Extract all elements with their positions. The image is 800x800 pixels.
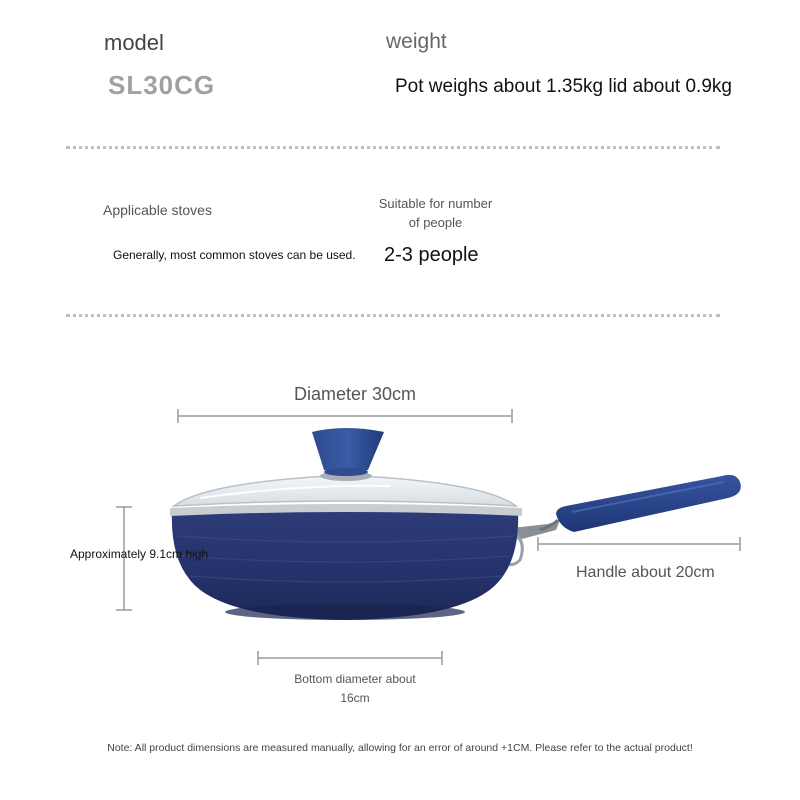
- pan-handle: [512, 475, 741, 540]
- pan-body: [172, 510, 518, 620]
- measurement-note: Note: All product dimensions are measured manually, allowing for an error of around +1CM. Please refer to the actual product!: [107, 742, 693, 754]
- model-value: SL30CG: [108, 70, 216, 100]
- weight-value: Pot weighs about 1.35kg lid about 0.9kg: [395, 76, 732, 97]
- people-value: 2-3 people: [384, 244, 479, 266]
- diameter-label: Diameter 30cm: [294, 384, 417, 404]
- lid-knob: [312, 428, 384, 481]
- height-label: Approximately 9.1cm high: [70, 547, 209, 561]
- weight-label: weight: [386, 30, 447, 53]
- handle-label: Handle about 20cm: [576, 564, 715, 581]
- stoves-value: Generally, most common stoves can be used.: [113, 248, 356, 262]
- stoves-label: Applicable stoves: [103, 202, 212, 218]
- bottom-diameter-label: Bottom diameter about 16cm: [294, 672, 416, 705]
- bottom-dimension-line: [258, 651, 442, 665]
- diameter-dimension-line: [178, 409, 512, 423]
- model-label: model: [104, 30, 164, 55]
- handle-dimension-line: [538, 537, 740, 551]
- people-label: Suitable for number of people: [378, 196, 493, 230]
